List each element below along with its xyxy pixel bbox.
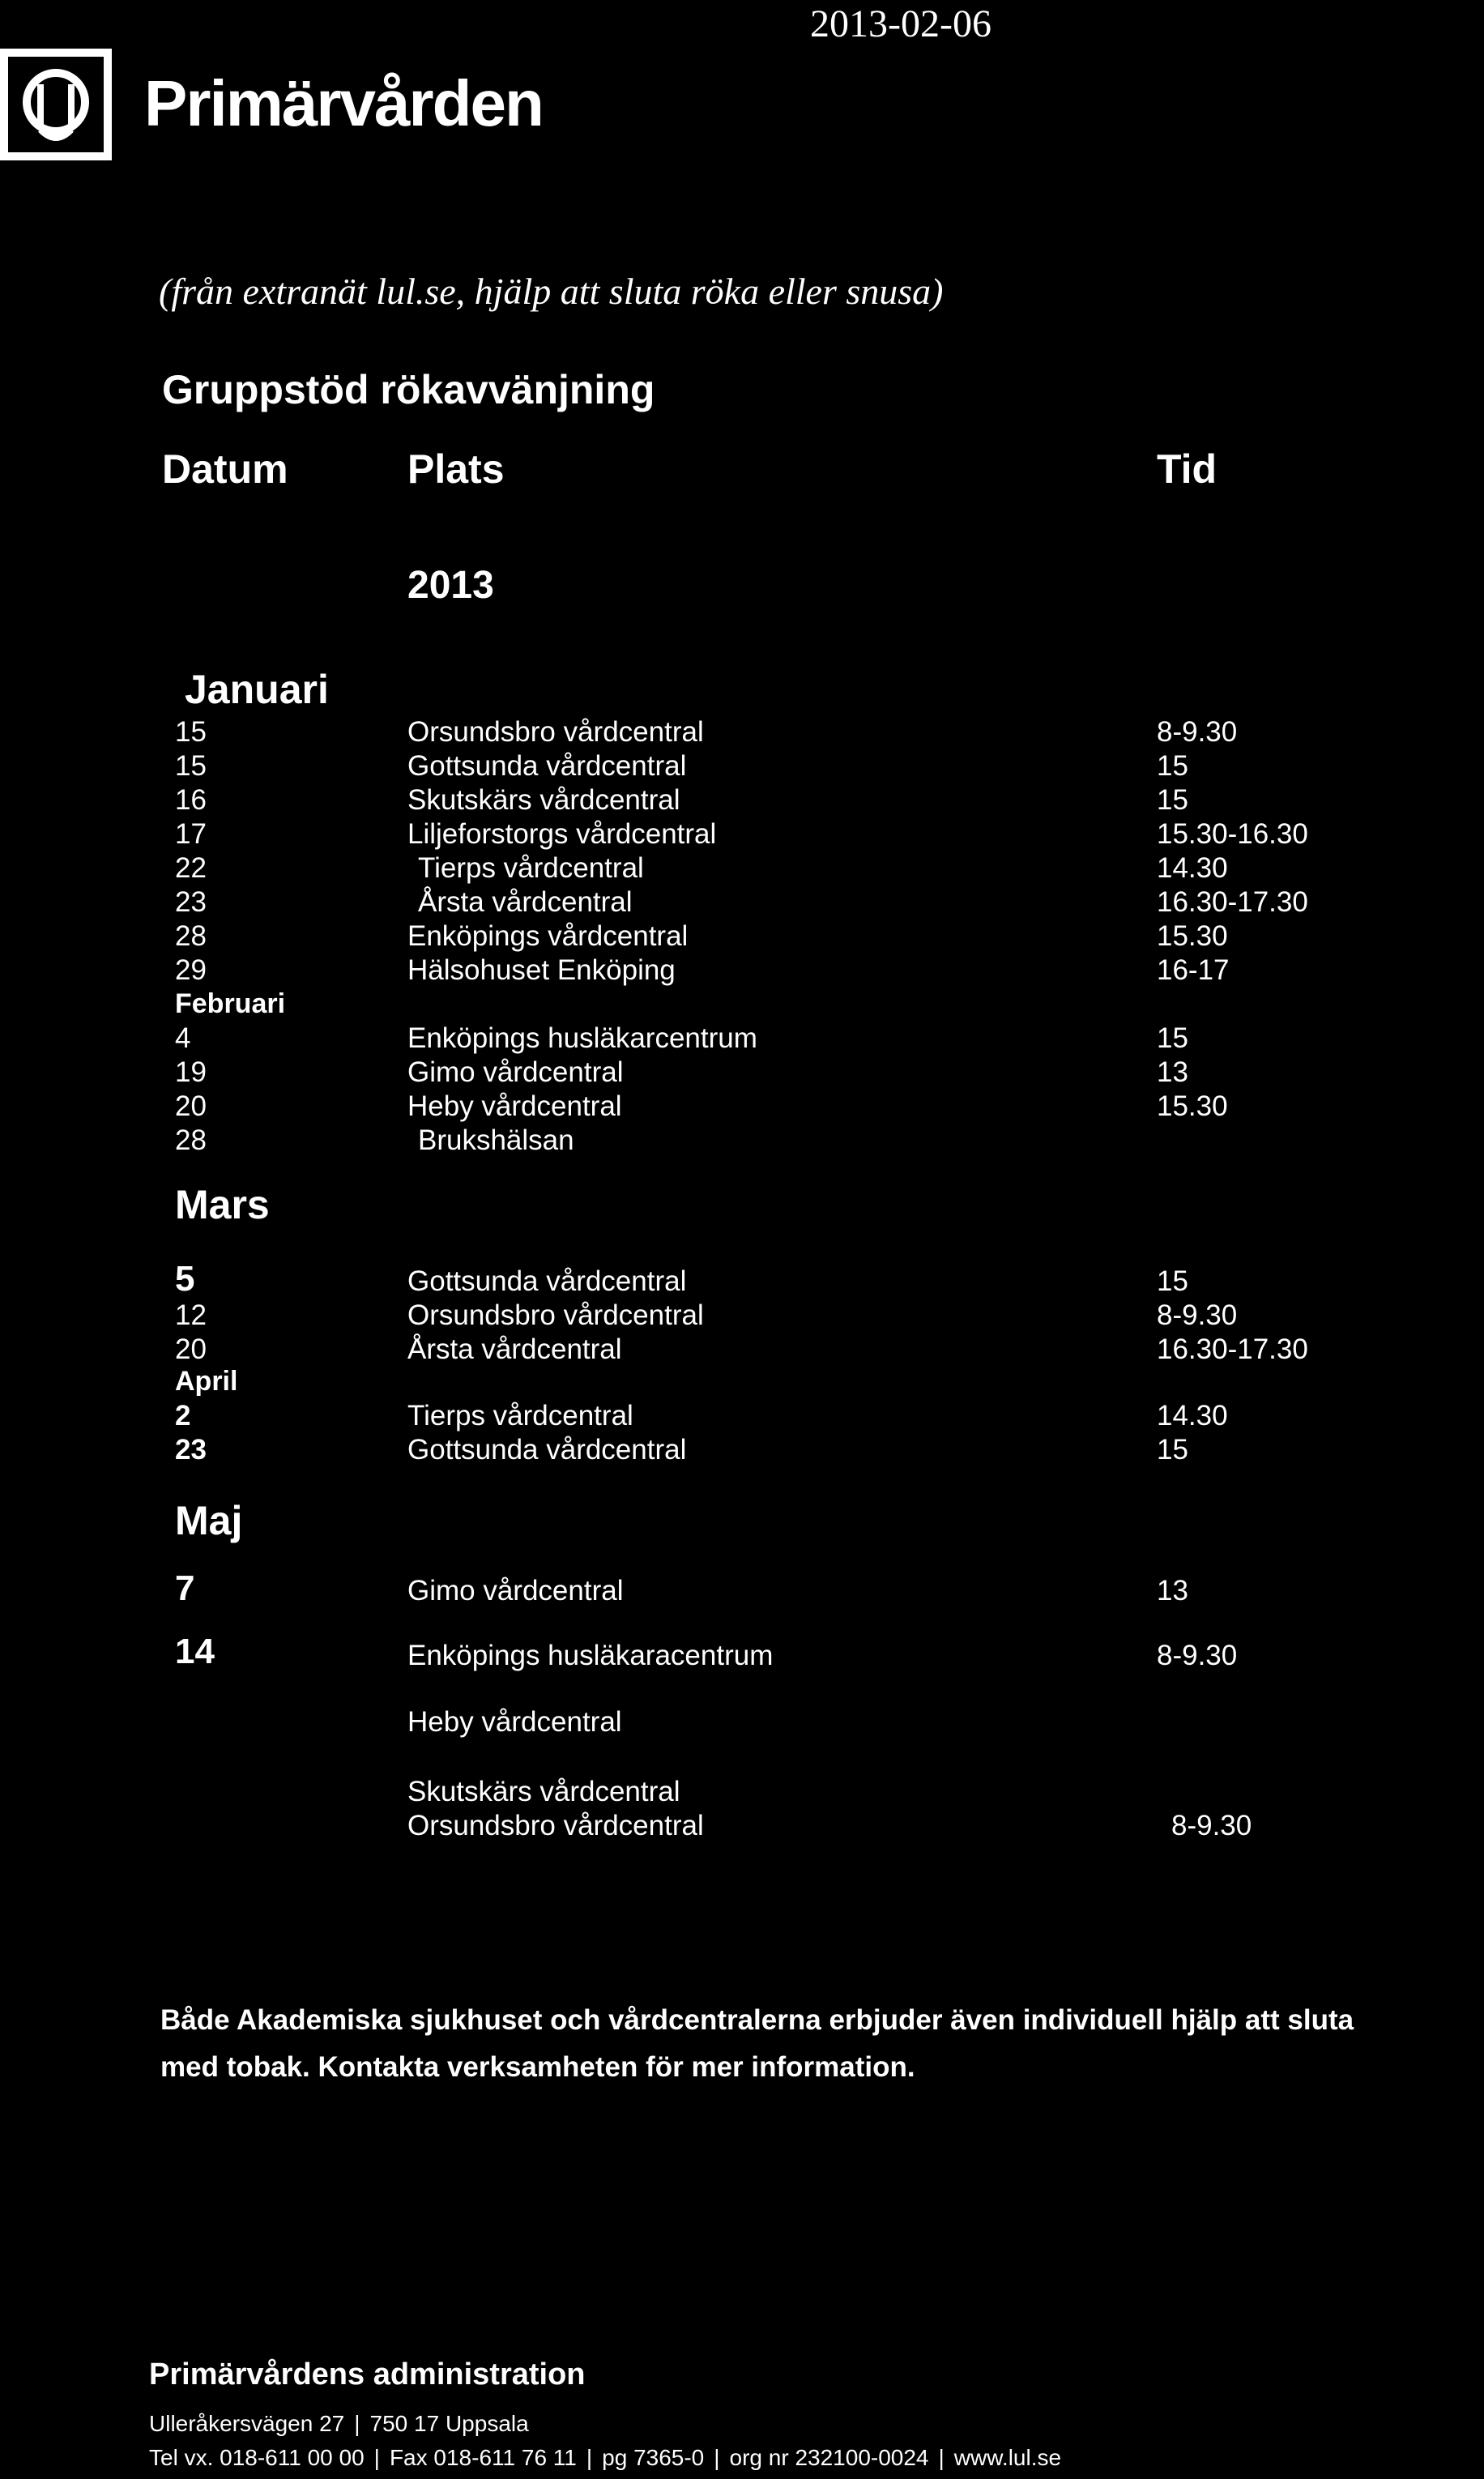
month-januari: Januari (185, 667, 329, 712)
row-date: 14 (175, 1632, 215, 1671)
row-place: Tierps vårdcentral (407, 1400, 633, 1432)
row-date: 22 (175, 852, 207, 884)
row-place: Årsta vårdcentral (407, 1333, 622, 1365)
row-time: 16.30-17.30 (1157, 886, 1308, 918)
info-line: Både Akademiska sjukhuset och vårdcentralerna erbjuder även individuell hjälp att sluta (160, 2004, 1354, 2036)
row-date: 28 (175, 1124, 207, 1156)
month-februari: Februari (175, 988, 286, 1019)
column-header-time: Tid (1157, 446, 1217, 492)
row-place: Enköpings husläkaracentrum (407, 1640, 774, 1671)
row-date: 4 (175, 1022, 191, 1054)
footer-street: Ulleråkersvägen 27 (149, 2411, 345, 2436)
row-date: 16 (175, 784, 207, 816)
source-note: (från extranät lul.se, hjälp att sluta röka eller snusa) (159, 271, 944, 312)
row-time: 15.30 (1157, 920, 1228, 952)
row-place: Heby vårdcentral (407, 1090, 622, 1122)
row-time: 8-9.30 (1157, 716, 1238, 748)
row-time: 13 (1157, 1575, 1188, 1606)
row-place: Orsundsbro vårdcentral (407, 1810, 704, 1841)
info-line: med tobak. Kontakta verksamheten för mer information. (160, 2051, 915, 2083)
row-time: 15 (1157, 1265, 1188, 1297)
row-date: 20 (175, 1090, 207, 1122)
separator: | (373, 2445, 380, 2470)
row-place: Skutskärs vårdcentral (407, 784, 680, 816)
row-time: 8-9.30 (1171, 1810, 1252, 1841)
footer-address (149, 2411, 529, 2437)
row-place: Orsundsbro vårdcentral (407, 716, 704, 748)
row-place: Gimo vårdcentral (407, 1575, 624, 1606)
column-header-date: Datum (162, 446, 288, 492)
row-time: 15 (1157, 1434, 1188, 1466)
row-time: 15 (1157, 750, 1188, 782)
row-time: 8-9.30 (1157, 1299, 1238, 1331)
row-date: 19 (175, 1056, 207, 1088)
brand-name: Primärvården (144, 67, 543, 139)
row-place: Enköpings vårdcentral (407, 920, 689, 952)
footer-postal: 750 17 Uppsala (369, 2411, 529, 2436)
document-date: 2013-02-06 (810, 2, 991, 45)
month-mars: Mars (175, 1182, 270, 1227)
row-place: Enköpings husläkarcentrum (407, 1022, 757, 1054)
footer-tel: Tel vx. 018-611 00 00 (149, 2445, 365, 2470)
row-time: 15.30 (1157, 1090, 1228, 1122)
row-date: 15 (175, 750, 207, 782)
row-date: 2 (175, 1400, 191, 1432)
footer-fax: Fax 018-611 76 11 (389, 2445, 577, 2470)
row-date: 29 (175, 954, 207, 986)
separator: | (354, 2411, 360, 2436)
row-place: Brukshälsan (418, 1124, 574, 1156)
row-place: Gottsunda vårdcentral (407, 1434, 687, 1466)
row-date: 23 (175, 886, 207, 918)
row-place: Orsundsbro vårdcentral (407, 1299, 704, 1331)
row-date: 12 (175, 1299, 207, 1331)
row-date: 7 (175, 1568, 195, 1608)
row-time: 8-9.30 (1157, 1640, 1238, 1671)
footer-title: Primärvårdens administration (149, 2357, 586, 2392)
row-date: 17 (175, 818, 207, 850)
row-time: 15 (1157, 784, 1188, 816)
separator: | (586, 2445, 593, 2470)
row-place: Heby vårdcentral (407, 1706, 622, 1738)
row-place: Tierps vårdcentral (418, 852, 644, 884)
footer-orgnr: org nr 232100-0024 (729, 2445, 929, 2470)
page-title: Gruppstöd rökavvänjning (162, 367, 655, 412)
row-time: 16.30-17.30 (1157, 1333, 1308, 1365)
row-time: 15.30-16.30 (1157, 818, 1308, 850)
row-date: 15 (175, 716, 207, 748)
row-time: 14.30 (1157, 1400, 1228, 1432)
separator: | (714, 2445, 720, 2470)
info-paragraph (160, 1997, 1354, 2091)
column-header-place: Plats (407, 446, 505, 492)
year-label: 2013 (407, 564, 494, 607)
month-april: April (175, 1366, 238, 1397)
row-place: Årsta vårdcentral (418, 886, 633, 918)
footer-pg: pg 7365-0 (602, 2445, 705, 2470)
row-date: 23 (175, 1434, 207, 1466)
row-date: 5 (175, 1259, 195, 1299)
row-place: Hälsohuset Enköping (407, 954, 676, 986)
month-maj: Maj (175, 1498, 243, 1543)
row-place: Skutskärs vårdcentral (407, 1776, 680, 1807)
row-place: Liljeforstorgs vårdcentral (407, 818, 717, 850)
footer-web-link[interactable]: www.lul.se (953, 2445, 1062, 2470)
landsting-logo-icon (0, 49, 112, 160)
row-place: Gottsunda vårdcentral (407, 1265, 687, 1297)
footer-contact (149, 2445, 1061, 2471)
row-date: 20 (175, 1333, 207, 1365)
row-time: 13 (1157, 1056, 1188, 1088)
separator: | (938, 2445, 945, 2470)
row-date: 28 (175, 920, 207, 952)
row-time: 14.30 (1157, 852, 1228, 884)
row-place: Gimo vårdcentral (407, 1056, 624, 1088)
row-place: Gottsunda vårdcentral (407, 750, 687, 782)
row-time: 15 (1157, 1022, 1188, 1054)
row-time: 16-17 (1157, 954, 1230, 986)
